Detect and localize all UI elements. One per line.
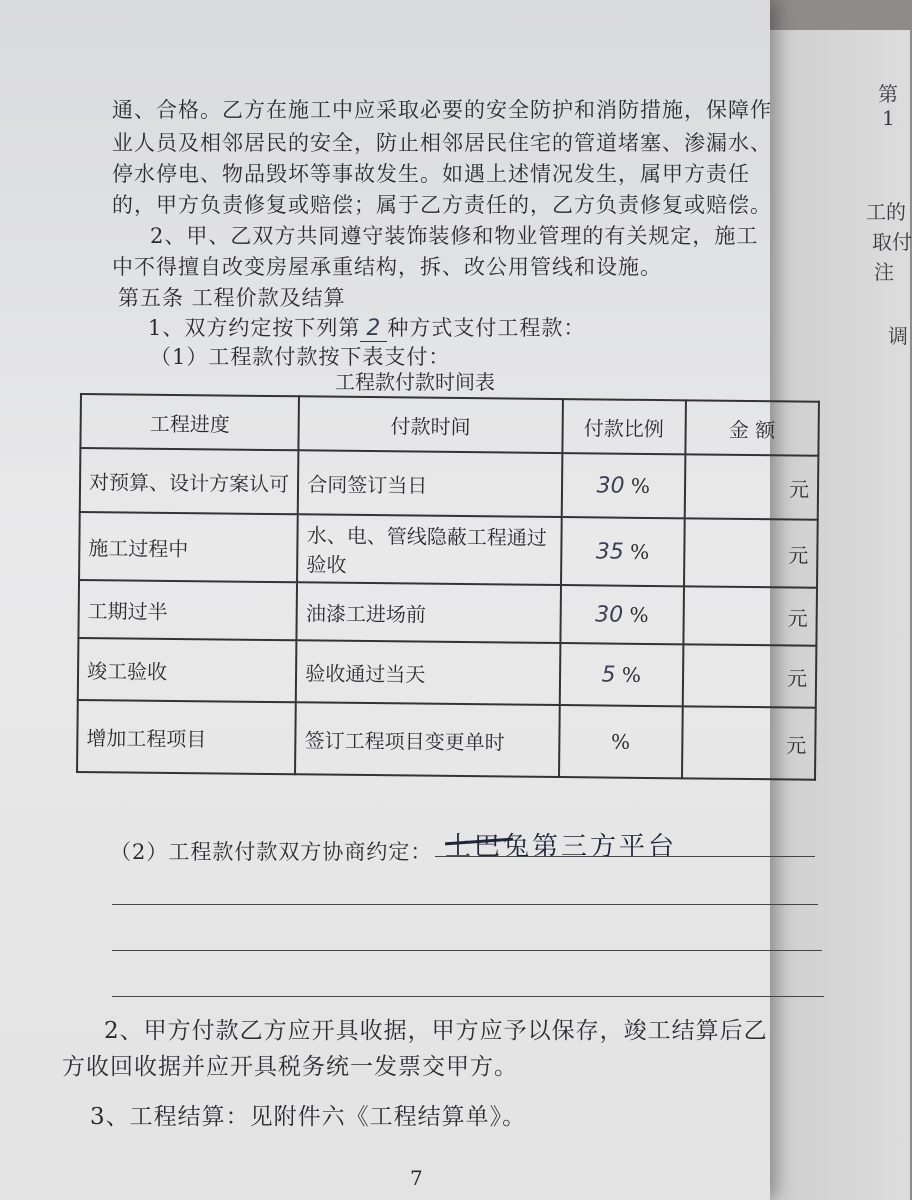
table-row — [80, 448, 819, 520]
handwritten-agreement: 土巴兔第三方平台 — [445, 832, 678, 862]
percent-sign: % — [630, 473, 651, 498]
row-stage: 工期过半 — [78, 580, 297, 640]
clause-2-line: 方收回收据并应开具税务统一发票交甲方。 — [62, 1054, 518, 1080]
row-stage: 增加工程项目 — [77, 700, 296, 774]
article-title: 第五条 工程价款及结算 — [118, 286, 346, 310]
row-time: 油漆工进场前 — [297, 582, 561, 643]
table-row — [79, 512, 818, 588]
body-line: 停水停电、物品毁坏等事故发生。如遇上述情况发生，属甲方责任 — [112, 162, 750, 186]
header-ratio: 付款比例 — [562, 399, 686, 454]
percent-sign: % — [630, 539, 650, 564]
row-ratio — [559, 643, 683, 706]
row-ratio — [560, 585, 684, 644]
body-line: 业人员及相邻居民的安全，防止相邻居民住宅的管道堵塞、渗漏水、 — [112, 131, 772, 155]
handwritten-ratio: 5 — [601, 661, 616, 688]
row-time: 水、电、管线隐蔽工程通过验收 — [297, 514, 561, 585]
row-amount: 元 — [682, 706, 816, 779]
header-stage: 工程进度 — [80, 394, 299, 450]
row-stage: 施工过程中 — [79, 512, 298, 582]
body-line: 的，甲方负责修复或赔偿；属于乙方责任的，乙方负责修复或赔偿。 — [112, 193, 772, 217]
adjacent-page-text: 工的 — [866, 200, 906, 224]
table-row — [78, 638, 817, 708]
adjacent-page-text: 调 — [888, 324, 908, 348]
adjacent-page-text: 第 — [878, 82, 898, 106]
percent-sign: % — [610, 729, 631, 754]
clause-2-line: 2、甲方付款乙方应开具收据，甲方应予以保存，竣工结算后乙 — [104, 1018, 768, 1044]
fill-line — [435, 856, 815, 857]
row-amount: 元 — [683, 644, 817, 707]
payment-schedule-table — [76, 393, 820, 781]
table-row — [77, 700, 816, 780]
body-line: 中不得擅自改变房屋承重结构，拆、改公用管线和设施。 — [112, 255, 662, 279]
percent-sign: % — [621, 662, 642, 687]
handwritten-ratio: 30 — [595, 601, 624, 628]
body-line: 2、甲、乙双方共同遵守装饰装修和物业管理的有关规定，施工 — [150, 224, 759, 248]
fill-line — [112, 904, 818, 905]
row-stage: 对预算、设计方案认可 — [80, 448, 299, 514]
handwritten-ratio: 35 — [595, 538, 625, 565]
row-amount: 元 — [685, 454, 819, 519]
fill-line — [112, 996, 824, 997]
row-amount: 元 — [683, 586, 817, 645]
table-row — [78, 580, 817, 646]
page-number: 7 — [410, 1166, 423, 1190]
row-amount: 元 — [684, 518, 818, 587]
row-ratio — [561, 517, 685, 586]
clause-1-suffix: 种方式支付工程款： — [387, 316, 586, 340]
fill-line — [112, 950, 822, 951]
clause-3: 3、工程结算：见附件六《工程结算单》。 — [90, 1104, 527, 1130]
clause-1 — [148, 312, 585, 342]
row-time: 验收通过当天 — [296, 640, 560, 705]
clause-1-2-label: （2）工程款付款双方协商约定： — [110, 840, 433, 864]
percent-sign: % — [629, 602, 649, 627]
body-line: 通、合格。乙方在施工中应采取必要的安全防护和消防措施，保障作 — [112, 98, 772, 122]
adjacent-page-text: 注 — [874, 260, 894, 284]
handwritten-ratio: 30 — [596, 472, 625, 499]
adjacent-page-text: 取付 — [872, 230, 912, 254]
row-time: 合同签订当日 — [298, 450, 562, 517]
clause-1-sub: （1）工程款付款按下表支付： — [150, 345, 451, 369]
header-amount: 金 额 — [685, 400, 819, 455]
table-caption: 工程款付款时间表 — [335, 370, 495, 394]
row-time: 签订工程项目变更单时 — [295, 702, 559, 777]
row-ratio — [559, 705, 683, 778]
header-time: 付款时间 — [299, 396, 563, 453]
row-ratio — [561, 453, 685, 518]
table-header-row — [80, 394, 819, 456]
row-stage: 竣工验收 — [78, 638, 297, 702]
payment-method-number: 2 — [360, 316, 387, 342]
adjacent-page-text: 1 — [882, 106, 895, 130]
clause-1-prefix: 1、双方约定按下列第 — [148, 316, 361, 340]
